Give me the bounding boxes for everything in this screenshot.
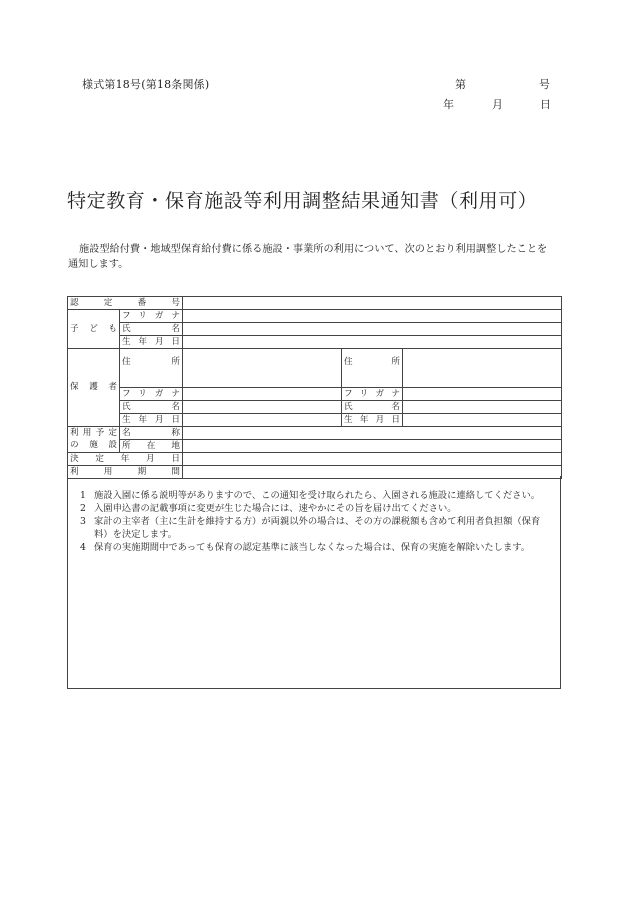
note-number: 1 bbox=[80, 490, 86, 501]
table-row bbox=[68, 336, 562, 349]
note-number: 4 bbox=[80, 541, 86, 553]
table-row bbox=[68, 440, 562, 453]
label-hogosha-shimei-1: 氏名 bbox=[120, 401, 183, 414]
date-year-label: 年 bbox=[443, 98, 454, 111]
label-hogosha-seinengappi-1: 生年月日 bbox=[120, 414, 183, 427]
label-riyo-yotei-1: 利用予定 bbox=[68, 427, 120, 440]
value-hogosha-seinengappi-1 bbox=[183, 414, 342, 427]
notification-table bbox=[67, 296, 562, 479]
value-hogosha-jusho-1 bbox=[183, 349, 342, 388]
note-item bbox=[80, 503, 550, 516]
table-row bbox=[68, 453, 562, 466]
label-hogosha-jusho-1: 住所 bbox=[120, 349, 183, 388]
note-text: 施設入園に係る説明等がありますので、この通知を受け取られたら、入園される施設に連絡してください。 bbox=[94, 490, 541, 501]
value-kodomo-shimei bbox=[183, 323, 562, 336]
date-day-label: 日 bbox=[540, 98, 551, 111]
note-item bbox=[80, 516, 550, 541]
label-hogosha-seinengappi-2: 生年月日 bbox=[342, 414, 403, 427]
value-hogosha-furigana-2 bbox=[403, 388, 562, 401]
label-kodomo-shimei: 氏名 bbox=[120, 323, 183, 336]
label-hogosha-furigana-2: フリガナ bbox=[342, 388, 403, 401]
label-kodomo-seinengappi: 生年月日 bbox=[120, 336, 183, 349]
table-row bbox=[68, 427, 562, 440]
label-shozaichi: 所在地 bbox=[120, 440, 183, 453]
label-hogosha-shimei-2: 氏名 bbox=[342, 401, 403, 414]
document-title: 特定教育・保育施設等利用調整結果通知書（利用可） bbox=[67, 190, 538, 212]
value-nintei-bango bbox=[183, 297, 562, 310]
date-month-label: 月 bbox=[492, 98, 503, 111]
table-row bbox=[68, 388, 562, 401]
label-nintei-bango: 認定番号 bbox=[68, 297, 183, 310]
form-number: 様式第18号(第18条関係) bbox=[82, 78, 210, 91]
value-shozaichi bbox=[183, 440, 562, 453]
table-row bbox=[68, 297, 562, 310]
label-riyo-yotei-2: の施設 bbox=[68, 440, 120, 453]
notes-list bbox=[80, 490, 550, 555]
value-kodomo-seinengappi bbox=[183, 336, 562, 349]
number-dai-label: 第 bbox=[455, 78, 466, 91]
note-text: 家計の主宰者（主に生計を維持する方）が両親以外の場合は、その方の課税額も含めて利用者負担額（保育料）を決定します。 bbox=[94, 516, 541, 540]
note-text: 保育の実施期間中であっても保育の認定基準に該当しなくなった場合は、保育の実施を解除いたします。 bbox=[94, 541, 531, 553]
value-meisho bbox=[183, 427, 562, 440]
intro-paragraph: 施設型給付費・地域型保育給付費に係る施設・事業所の利用について、次のとおり利用調整したことを通知します。 bbox=[68, 244, 548, 270]
table-row bbox=[68, 414, 562, 427]
label-hogosha-furigana-1: フリガナ bbox=[120, 388, 183, 401]
table-row bbox=[68, 310, 562, 323]
label-hogosha-jusho-2: 住所 bbox=[342, 349, 403, 388]
note-item bbox=[80, 490, 550, 503]
label-kettei-nengappi: 決定年月日 bbox=[68, 453, 183, 466]
table-row bbox=[68, 401, 562, 414]
note-text: 入園申込書の記載事項に変更が生じた場合には、速やかにその旨を届け出てください。 bbox=[94, 503, 457, 514]
table-row bbox=[68, 349, 562, 388]
number-go-label: 号 bbox=[539, 78, 550, 91]
value-hogosha-seinengappi-2 bbox=[403, 414, 562, 427]
label-kodomo-furigana: フリガナ bbox=[120, 310, 183, 323]
label-riyo-kikan: 利用期間 bbox=[68, 466, 183, 479]
note-number: 3 bbox=[80, 516, 86, 527]
value-hogosha-shimei-1 bbox=[183, 401, 342, 414]
value-hogosha-furigana-1 bbox=[183, 388, 342, 401]
label-meisho: 名称 bbox=[120, 427, 183, 440]
note-number: 2 bbox=[80, 503, 86, 514]
table-row bbox=[68, 323, 562, 336]
value-hogosha-shimei-2 bbox=[403, 401, 562, 414]
note-item bbox=[80, 542, 550, 555]
label-kodomo: 子ども bbox=[68, 310, 120, 349]
value-kettei-nengappi bbox=[183, 453, 562, 466]
value-hogosha-jusho-2 bbox=[403, 349, 562, 388]
value-kodomo-furigana bbox=[183, 310, 562, 323]
label-hogosha: 保護者 bbox=[68, 349, 120, 427]
